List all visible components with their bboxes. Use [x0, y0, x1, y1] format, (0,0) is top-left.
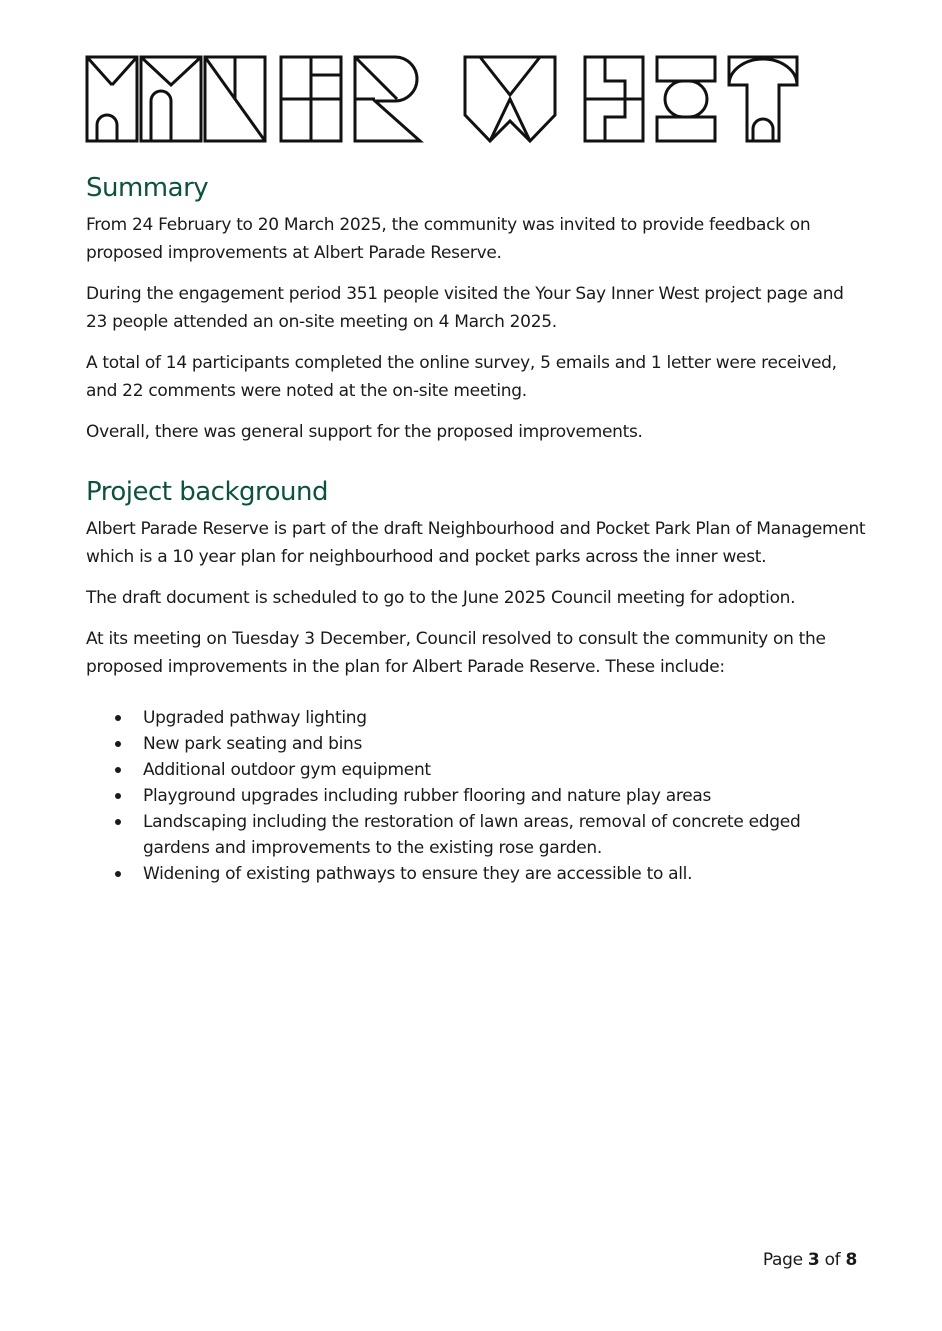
background-paragraph: The draft document is scheduled to go to the June 2025 Council meeting for adoption. — [86, 588, 796, 608]
summary-heading: Summary — [86, 173, 209, 203]
inner-west-logo — [85, 55, 801, 143]
list-item: Playground upgrades including rubber flooring and nature play areas — [143, 783, 866, 809]
summary-paragraph: During the engagement period 351 people visited the Your Say Inner West project page and 23 people attended an on-site meeting on 4 March 2025. — [86, 284, 844, 332]
background-paragraph: Albert Parade Reserve is part of the draft Neighbourhood and Pocket Park Plan of Management which is a 10 year plan for neighbourhood and pocket parks across the inner west. — [86, 519, 866, 567]
page-number — [763, 1250, 857, 1270]
list-item: Upgraded pathway lighting — [143, 705, 866, 731]
improvements-list — [86, 705, 866, 887]
page-label: Page — [762, 1250, 803, 1270]
list-item: Widening of existing pathways to ensure they are accessible to all. — [143, 861, 866, 887]
background-paragraph: At its meeting on Tuesday 3 December, Council resolved to consult the community on the proposed improvements in the plan for Albert Parade Reserve. These include: — [86, 629, 826, 677]
document-body — [86, 170, 866, 887]
total-pages: 8 — [845, 1250, 857, 1270]
list-item: Additional outdoor gym equipment — [143, 757, 866, 783]
current-page: 3 — [807, 1250, 820, 1270]
list-item: Landscaping including the restoration of lawn areas, removal of concrete edged gardens and improvements to the existing rose garden. — [143, 809, 866, 861]
page-of-label: of — [824, 1250, 841, 1270]
summary-paragraph: Overall, there was general support for the proposed improvements. — [86, 422, 643, 442]
summary-paragraph: From 24 February to 20 March 2025, the community was invited to provide feedback on proposed improvements at Albert Parade Reserve. — [86, 215, 811, 263]
summary-paragraph: A total of 14 participants completed the online survey, 5 emails and 1 letter were received, and 22 comments were noted at the on-site meeting. — [86, 353, 837, 401]
project-background-heading: Project background — [86, 477, 328, 507]
list-item: New park seating and bins — [143, 731, 866, 757]
